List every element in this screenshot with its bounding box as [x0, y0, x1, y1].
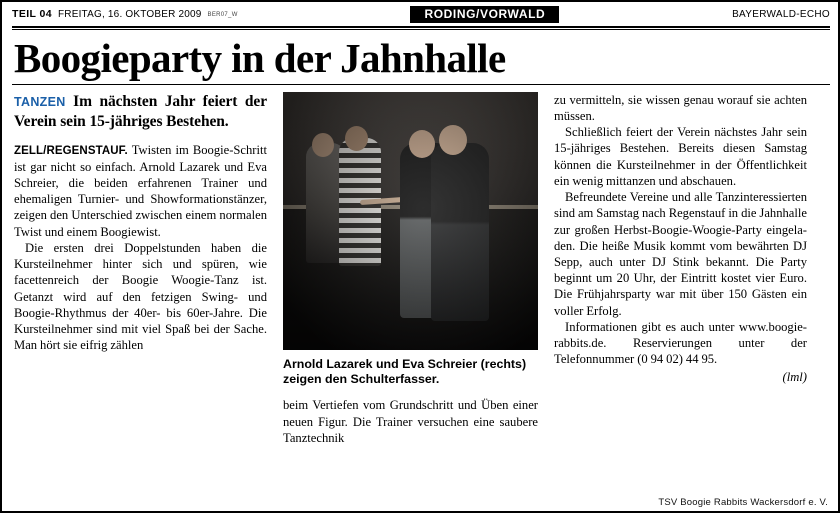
masthead-part: TEIL 04 — [12, 8, 52, 20]
column-middle — [283, 92, 538, 446]
masthead-center — [238, 6, 732, 23]
column-left — [14, 92, 267, 446]
masthead — [2, 2, 838, 24]
masthead-rule-thick — [12, 26, 830, 28]
masthead-edition: BAYERWALD-ECHO — [732, 8, 830, 20]
section-badge: RODING/VORWALD — [410, 6, 559, 23]
photo-vignette — [283, 92, 538, 350]
paragraph-5: Schließlich feiert der Verein nächstes Jahr sein 15-jähriges Bestehen. Bereits diesen Samstag können die Kursteilnehmer in der Öffentlichkeit ein wenig mittanzen und abschauen. — [554, 125, 807, 188]
paragraph-1-text: Twisten im Boogie-Schritt ist gar nicht so einfach. Arnold Lazarek und Eva Schreier, die beiden erfahrenen Trainer und ehemaligen Turnier- und Showformationstänzer, zeigen den Unterschied zwischen einem normalen Twist und einem Boogiewist. — [14, 142, 267, 239]
paragraph-7: Informationen gibt es auch unter www.boogie-rabbits.de. Reservierungen unter der Telefonnummer (0 94 02) 44 95. — [554, 319, 807, 367]
paragraph-4: zu vermitteln, sie wissen genau worauf sie achten müssen. — [554, 92, 807, 123]
article-byline: (lml) — [782, 369, 807, 384]
article-columns — [2, 85, 838, 446]
masthead-rule-thin — [12, 29, 830, 30]
paragraph-1 — [14, 142, 267, 240]
lead-text: Im nächsten Jahr feiert der Verein sein 15-jähriges Bestehen. — [14, 92, 267, 130]
page-title: Boogieparty in der Jahnhalle — [14, 35, 506, 81]
paragraph-6: Befreundete Vereine und alle Tanzinteressierten sind am Samstag nach Regenstauf in die Jahnhalle zur großen Herbst-Boogie-Woogie-Party eingeladen. Die heiße Musik kommt vom bewährten DJ Sepp, auch unter DJ Stink bekannt. Die Party beginnt um 20 Uhr, der Eintritt kostet vier Euro. Die Frühjahrsparty war mit über 150 Gästen ein voller Erfolg. — [554, 190, 807, 318]
paragraph-2: Die ersten drei Doppelstunden haben die Kursteilnehmer hinter sich und spüren, wie facettenreich der Boogie Woogie-Tanz ist. Getanzt wird auf den fetzigen Swing- und Boogie-Rhythmus der 40er- bis 60er-Jahre. Die Kursteilnehmer sind mit viel Spaß bei der Sache. Man hört sie eifrig zählen — [14, 240, 267, 353]
paragraph-3: beim Vertiefen vom Grundschritt und Üben einer neuen Figur. Die Trainer versuchen eine saubere Tanztechnik — [283, 398, 538, 445]
masthead-left — [12, 8, 238, 20]
photo-caption: Arnold Lazarek und Eva Schreier (rechts) zeigen den Schulterfasser. — [283, 356, 527, 386]
article-photo — [283, 92, 538, 350]
lead-kicker: TANZEN — [14, 94, 66, 109]
column-right — [554, 92, 807, 446]
dateline: ZELL/REGENSTAUF. — [14, 144, 128, 157]
photo-credit: TSV Boogie Rabbits Wackersdorf e. V. — [658, 497, 828, 508]
masthead-edition-code: BER07_W — [207, 12, 238, 18]
lead-paragraph — [14, 92, 267, 132]
masthead-date: FREITAG, 16. OKTOBER 2009 — [57, 9, 202, 20]
